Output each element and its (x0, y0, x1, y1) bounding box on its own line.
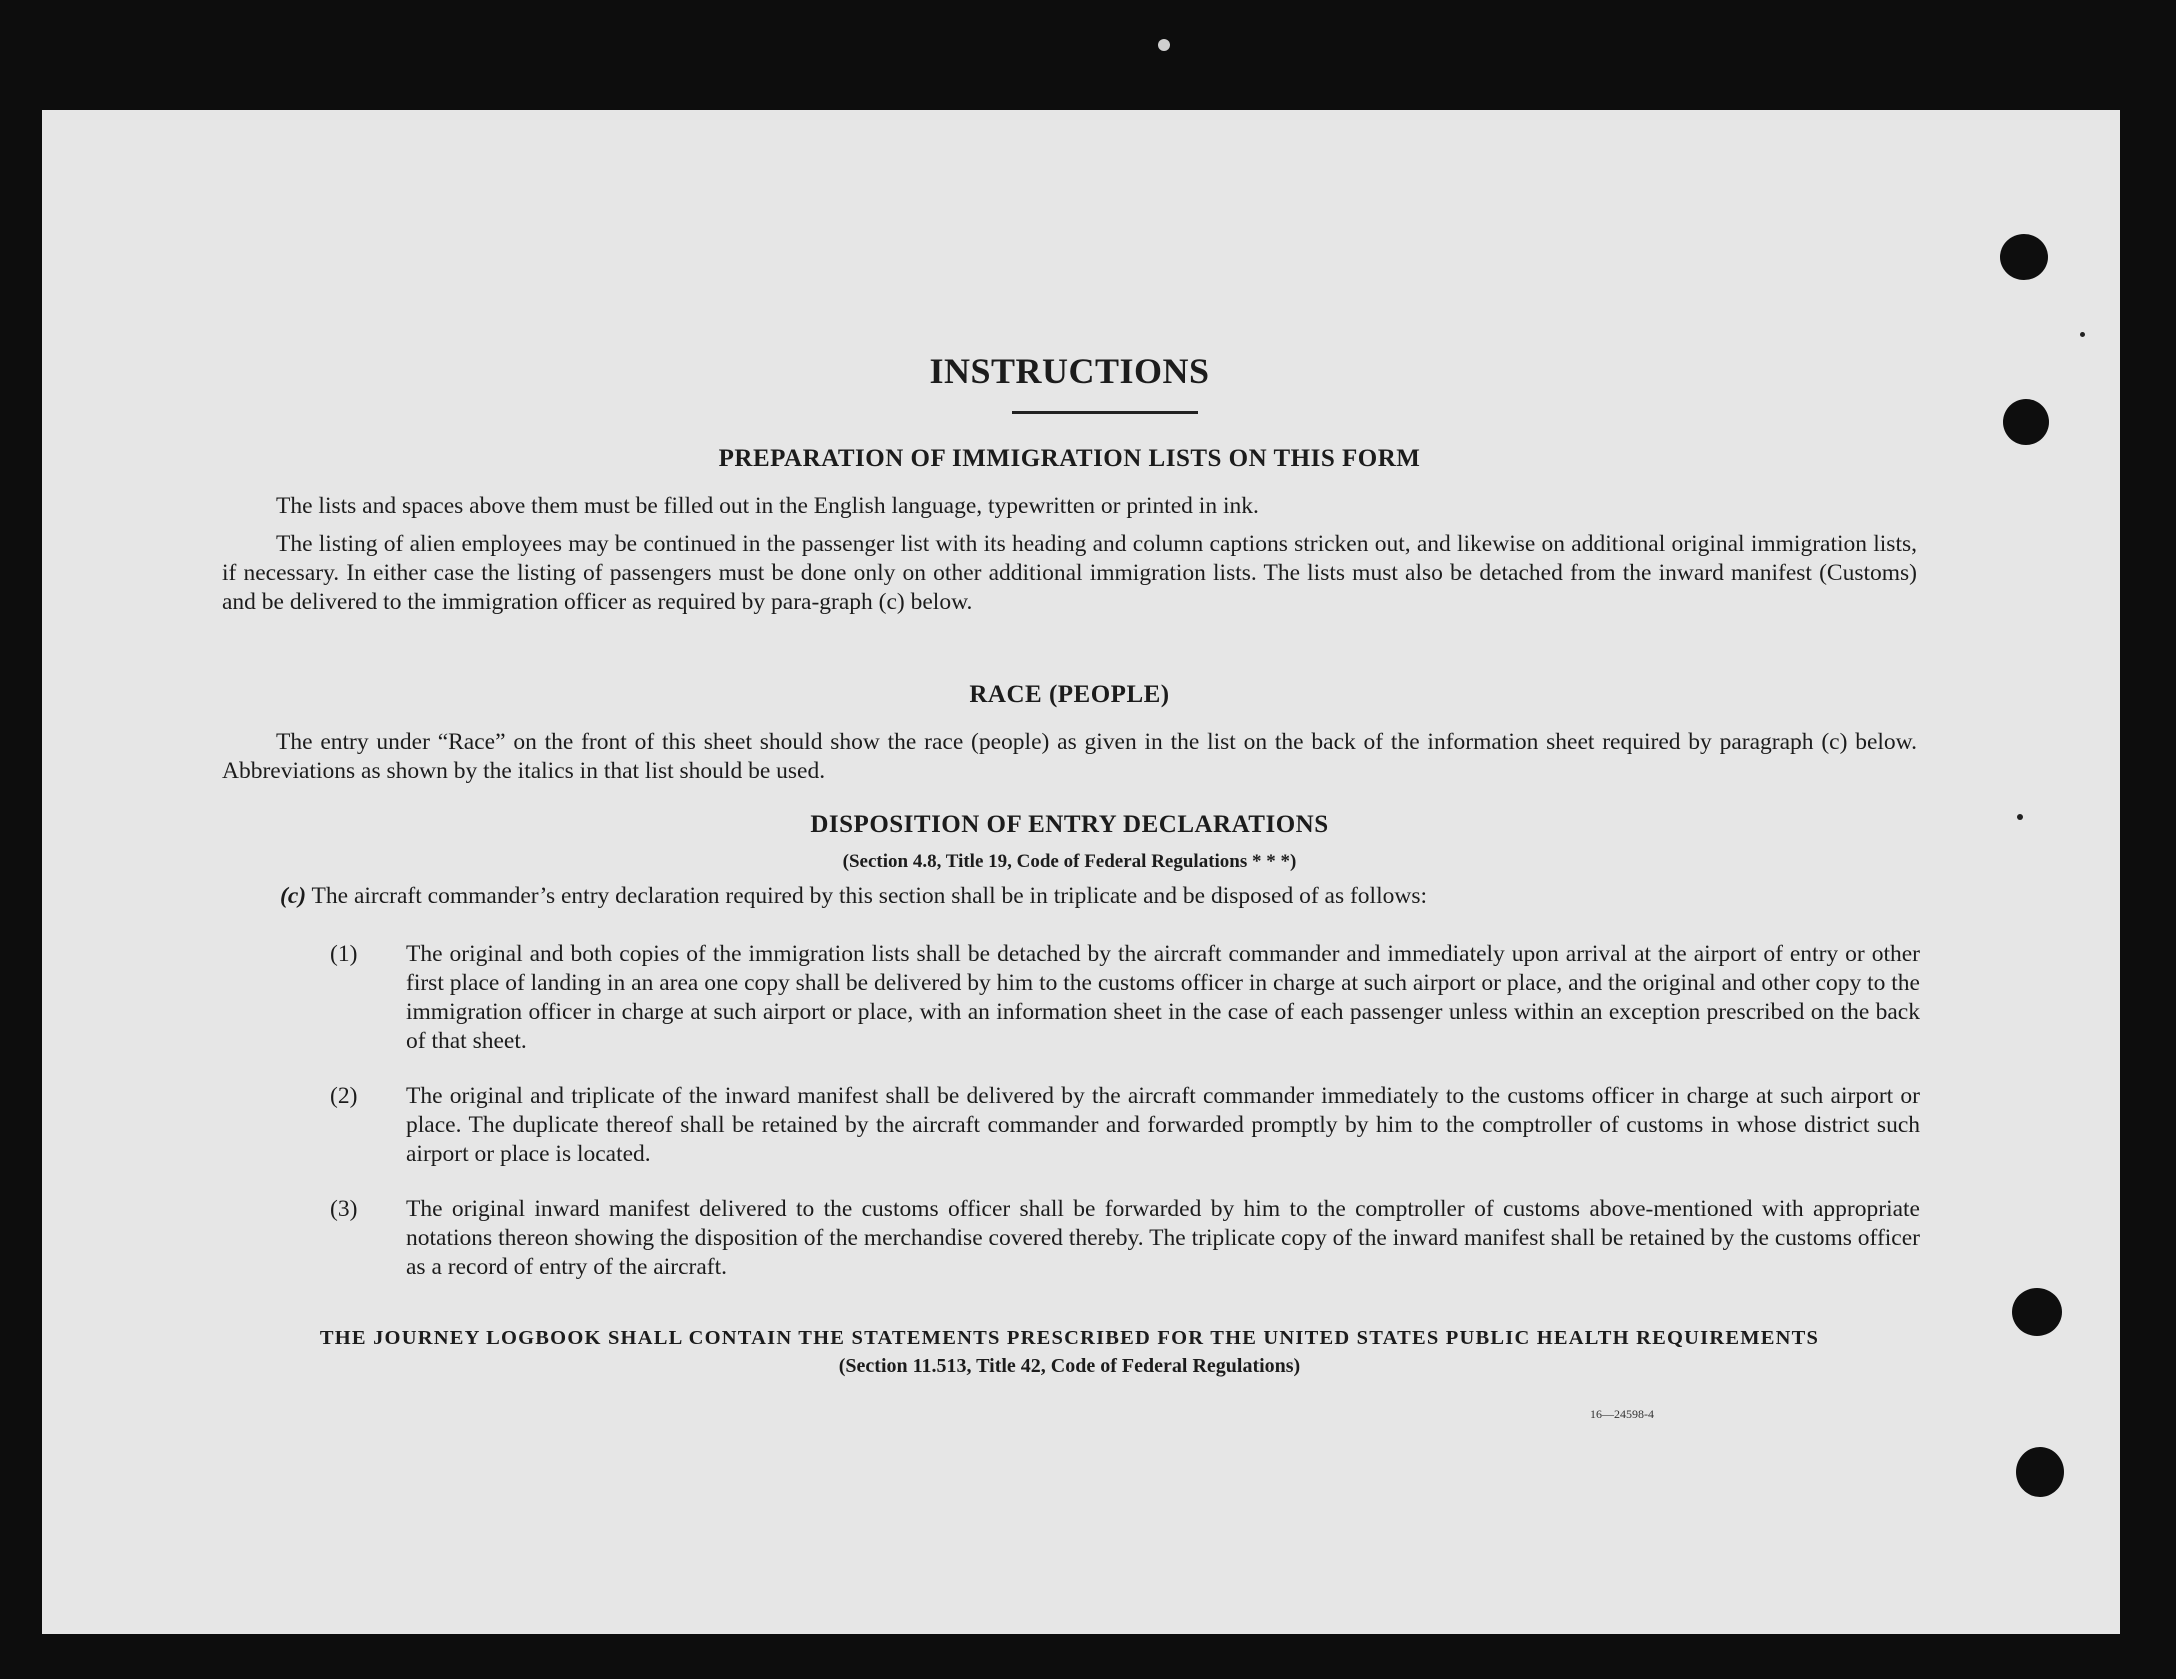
disposition-intro (222, 882, 1917, 911)
scan-speck (2017, 814, 2023, 820)
intro-label: (c) (280, 883, 307, 909)
punch-hole (2012, 1288, 2062, 1336)
preparation-paragraph-2: The listing of alien employees may be continued in the passenger list with its heading and column captions stricken out, and likewise on additional original immigration lists, if necessary. In either case the listing of passengers must be done only on other additional immigration lists. The lists must also be detached from the inward manifest (Customs) and be delivered to the immigration officer as required by para-graph (c) below. (222, 531, 1917, 615)
item-number: (2) (330, 1083, 358, 1109)
preparation-paragraph-1: The lists and spaces above them must be filled out in the English language, typewritten or printed in ink. (276, 493, 1259, 519)
punch-hole (2003, 399, 2049, 445)
scan-speck (1158, 39, 1170, 51)
document-sheet (42, 110, 2120, 1634)
footer-citation: (Section 11.513, Title 42, Code of Federal Regulations) (838, 1355, 1301, 1377)
section-heading-race: RACE (PEOPLE) (969, 681, 1170, 708)
form-number: 16—24598-4 (1590, 1407, 1654, 1421)
item-text: The original and triplicate of the inward manifest shall be delivered by the aircraft commander immediately to the customs officer in charge at such airport or place. The duplicate thereof shall be retained by the aircraft commander and forwarded promptly by him to the comptroller of customs in whose district such airport or place is located. (406, 1083, 1920, 1167)
footer-statement: THE JOURNEY LOGBOOK SHALL CONTAIN THE STATEMENTS PRESCRIBED FOR THE UNITED STATES PUBLIC HEALTH REQUIREMENTS (319, 1327, 1820, 1349)
disposition-citation: (Section 4.8, Title 19, Code of Federal Regulations * * *) (842, 851, 1297, 872)
scan-speck (2080, 332, 2085, 337)
punch-hole (2016, 1447, 2064, 1497)
punch-hole (2000, 234, 2048, 280)
item-number: (3) (330, 1196, 358, 1222)
race-paragraph: The entry under “Race” on the front of this sheet should show the race (people) as given in the list on the back of the information sheet required by paragraph (c) below. Abbreviations as shown by the italics in that list should be used. (222, 729, 1917, 784)
disposition-item-1 (330, 940, 1920, 1056)
disposition-item-2 (330, 1082, 1920, 1169)
section-heading-disposition: DISPOSITION OF ENTRY DECLARATIONS (810, 811, 1329, 838)
item-number: (1) (330, 941, 358, 967)
item-text: The original inward manifest delivered to the customs officer shall be forwarded by him to the comptroller of customs above-mentioned with appropriate notations thereon showing the disposition of the merchandise covered thereby. The triplicate copy of the inward manifest shall be retained by the customs officer as a record of entry of the aircraft. (406, 1196, 1920, 1280)
page-title: INSTRUCTIONS (929, 351, 1210, 391)
disposition-item-3 (330, 1195, 1920, 1282)
intro-text: The aircraft commander’s entry declaration required by this section shall be in triplicate and be disposed of as follows: (311, 883, 1428, 909)
title-underline (1012, 411, 1198, 414)
section-heading-preparation: PREPARATION OF IMMIGRATION LISTS ON THIS FORM (718, 445, 1421, 472)
item-text: The original and both copies of the immigration lists shall be detached by the aircraft commander and immediately upon arrival at the airport of entry or other first place of landing in an area one copy shall be delivered by him to the customs officer in charge at such airport or place, and the original and other copy to the immigration officer in charge at such airport or place, with an information sheet in the case of each passenger unless within an exception prescribed on the back of that sheet. (406, 941, 1920, 1054)
